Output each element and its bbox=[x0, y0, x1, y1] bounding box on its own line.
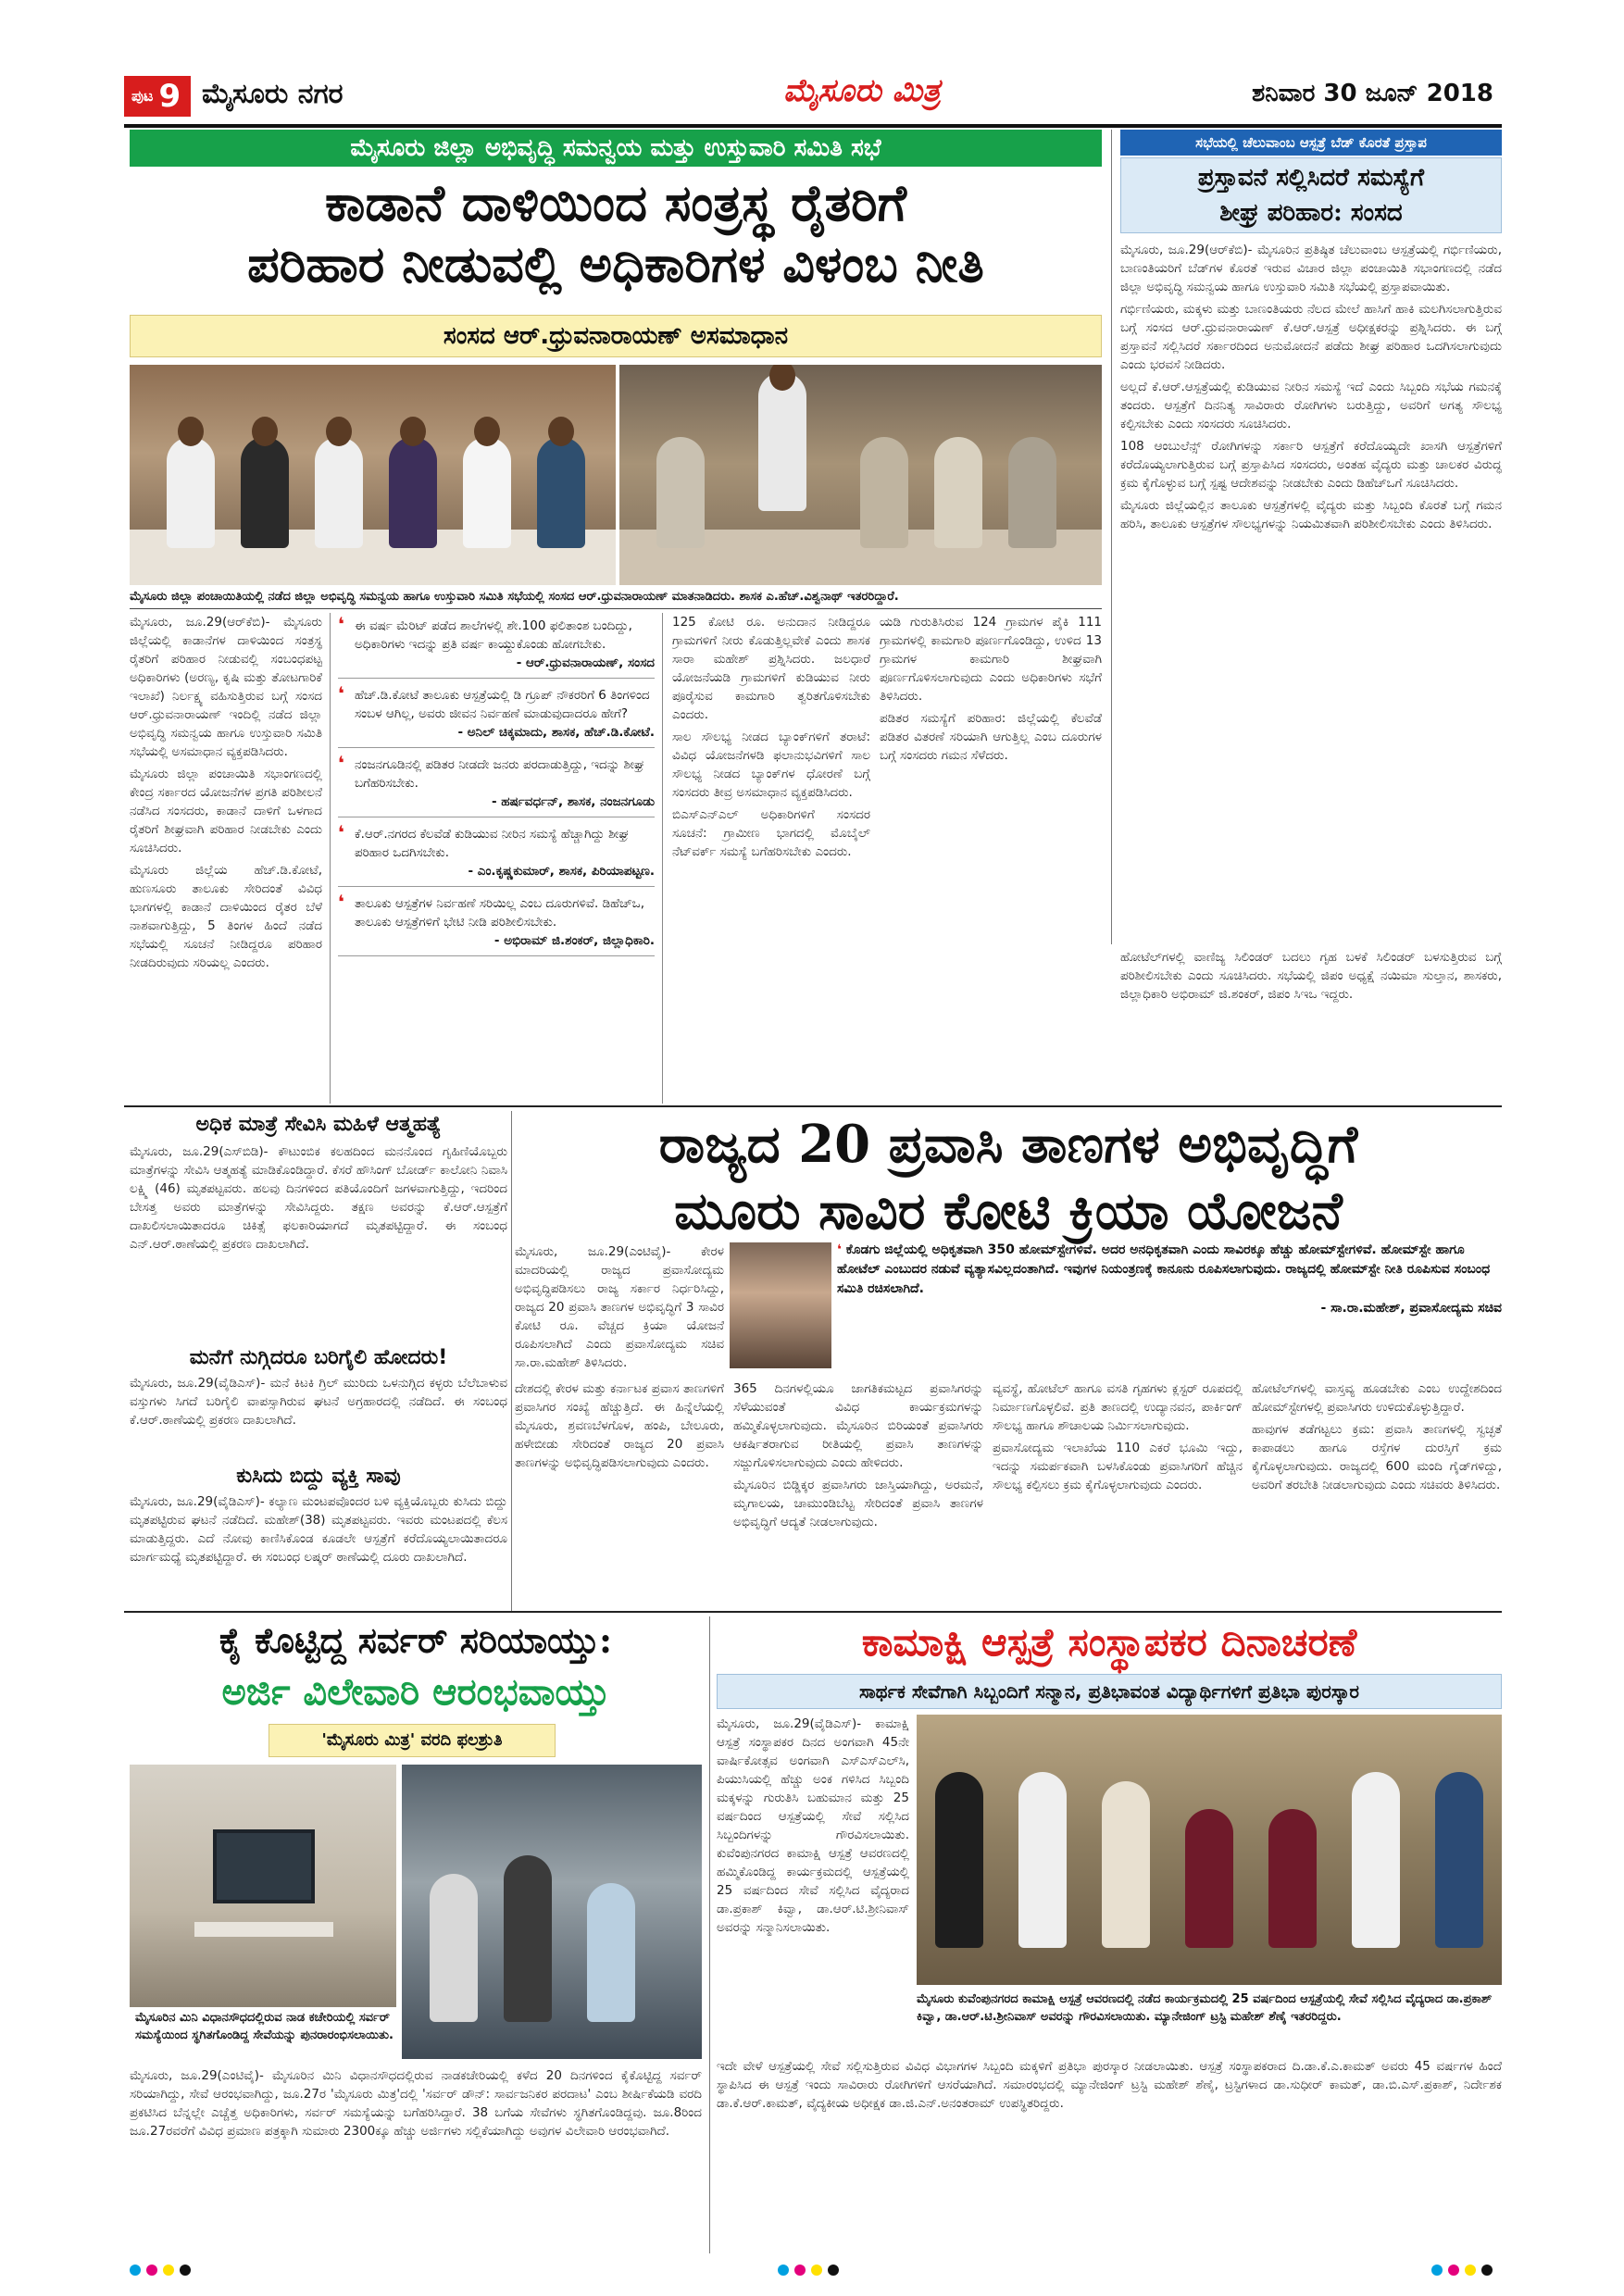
guest-figure bbox=[1352, 1772, 1400, 1948]
house-story-headline: ಮನೆಗೆ ನುಗ್ಗಿದರೂ ಬರಿಗೈಲಿ ಹೋದರು! bbox=[189, 1346, 448, 1369]
lead-continuation-column bbox=[880, 613, 1102, 1104]
house-story-body bbox=[130, 1374, 507, 1459]
monitor-shape bbox=[213, 1829, 315, 1903]
tourism-column-4 bbox=[1252, 1242, 1502, 1609]
right-headline-line-1: ಪ್ರಸ್ತಾವನೆ ಸಲ್ಲಿಸಿದರೆ ಸಮಸ್ಯೆಗೆ bbox=[1197, 164, 1425, 192]
quote-attribution: - ಹರ್ಷವರ್ಧನ್, ಶಾಸಕ, ನಂಜನಗೂಡು bbox=[491, 794, 655, 809]
header-rule bbox=[124, 124, 1502, 128]
official-head bbox=[548, 417, 574, 446]
queue-people-photo bbox=[402, 1765, 702, 2059]
hospital-felicitation-photo bbox=[917, 1715, 1502, 1985]
official-figure bbox=[315, 437, 363, 548]
hospital-story-body bbox=[717, 2057, 1502, 2242]
meeting-photo-dais bbox=[130, 365, 616, 585]
guest-figure bbox=[935, 1772, 983, 1948]
hospital-story-body-left bbox=[717, 1715, 909, 2052]
column-rule bbox=[1111, 130, 1112, 944]
attendee-figure bbox=[656, 437, 705, 548]
tourism-paragraph: ಪ್ರವಾಸೋದ್ಯಮ ಇಲಾಖೆಯ 110 ಎಕರೆ ಭೂಮಿ ಇದ್ದು, ಇದನ್ನು ಸಮರ್ಪಕವಾಗಿ ಬಳಸಿಕೊಂಡು ಪ್ರವಾಸಿಗರಿಗೆ ಹೆಚ್ಚಿನ ಸೌಲಭ್ಯ ಕಲ್ಪಿಸಲು ಕ್ರಮ ಕೈಗೊಳ್ಳಲಾಗುವುದು ಎಂದರು. bbox=[993, 1441, 1243, 1492]
server-story-body bbox=[130, 2066, 702, 2252]
continuation-paragraph: ಯಡಿ ಗುರುತಿಸಿರುವ 124 ಗ್ರಾಮಗಳ ಪೈಕಿ 111 ಗ್ರಾಮಗಳಲ್ಲಿ ಕಾಮಗಾರಿ ಪೂರ್ಣಗೊಂಡಿದ್ದು, ಉಳಿದ 13 ಗ್ರಾಮಗಳ ಕಾಮಗಾರಿ ಶೀಘ್ರವಾಗಿ ಪೂರ್ಣಗೊಳಿಸಲಾಗುವುದು ಎಂದು ಅಧಿಕಾರಿಗಳು ಸಭೆಗೆ ತಿಳಿಸಿದರು. bbox=[880, 615, 1102, 704]
lead-paragraph: ಮೈಸೂರು ಜಿಲ್ಲಾ ಪಂಚಾಯಿತಿ ಸಭಾಂಗಣದಲ್ಲಿ ಕೇಂದ್ರ ಸರ್ಕಾರದ ಯೋಜನೆಗಳ ಪ್ರಗತಿ ಪರಿಶೀಲನೆ ನಡೆಸಿದ ಸಂಸದರು, ಕಾಡಾನೆ ದಾಳಿಗೆ ಒಳಗಾದ ರೈತರಿಗೆ ಶೀಘ್ರವಾಗಿ ಪರಿಹಾರ ನೀಡಬೇಕು ಎಂದು ಸೂಚಿಸಿದರು. bbox=[130, 767, 322, 855]
tourism-headline-line-1: ರಾಜ್ಯದ 20 ಪ್ರವಾಸಿ ತಾಣಗಳ ಅಭಿವೃದ್ಧಿಗೆ bbox=[658, 1114, 1358, 1175]
official-head bbox=[252, 417, 278, 446]
honoree-figure bbox=[1185, 1809, 1233, 1948]
tourism-story-headline bbox=[515, 1111, 1502, 1244]
speaker-figure bbox=[758, 372, 806, 511]
quote-attribution: - ಎಂ.ಕೃಷ್ಣಕುಮಾರ್, ಶಾಸಕ, ಪಿರಿಯಾಪಟ್ಟಣ. bbox=[468, 864, 655, 879]
section-rule bbox=[124, 1105, 1502, 1107]
lead-column-1 bbox=[130, 613, 322, 1104]
quote-item bbox=[338, 617, 655, 679]
official-head bbox=[178, 417, 204, 446]
registration-mark-icon bbox=[1481, 2265, 1493, 2276]
house-paragraph: ಮೈಸೂರು, ಜೂ.29(ವೈಡಿಎಸ್)- ಮನೆ ಕಿಟಕಿ ಗ್ರಿಲ್ ಮುರಿದು ಒಳನುಗ್ಗಿದ ಕಳ್ಳರು ಬೆಲೆಬಾಳುವ ವಸ್ತುಗಳು ಸಿಗದೆ ಬರಿಗೈಲಿ ವಾಪಸ್ಸಾಗಿರುವ ಘಟನೆ ಅಗ್ರಹಾರದಲ್ಲಿ ನಡೆದಿದೆ. ಈ ಸಂಬಂಧ ಕೆ.ಆರ್.ಠಾಣೆಯಲ್ಲಿ ಪ್ರಕರಣ ದಾಖಲಾಗಿದೆ. bbox=[130, 1376, 507, 1428]
tourism-column-1b bbox=[515, 1379, 724, 1609]
quote-item bbox=[338, 825, 655, 887]
tourism-column-2 bbox=[733, 1379, 983, 1609]
lead-headline-line-2: ಪರಿಹಾರ ನೀಡುವಲ್ಲಿ ಅಧಿಕಾರಿಗಳ ವಿಳಂಬ ನೀತಿ bbox=[247, 234, 984, 293]
server-story-tag: 'ಮೈಸೂರು ಮಿತ್ರ' ವರದಿ ಫಲಶ್ರುತಿ bbox=[269, 1724, 556, 1757]
lead-paragraph: ಬಿಎಸ್‌ಎನ್‌ಎಲ್ ಅಧಿಕಾರಿಗಳಿಗೆ ಸಂಸದರ ಸೂಚನೆ: ಗ್ರಾಮೀಣ ಭಾಗದಲ್ಲಿ ಮೊಬೈಲ್ ನೆಟ್‌ವರ್ಕ್ ಸಮಸ್ಯೆ ಬಗೆಹರಿಸಬೇಕು ಎಂದರು. bbox=[672, 807, 870, 859]
lead-paragraph: ಮೈಸೂರು, ಜೂ.29(ಆರ್‌ಕೆಬಿ)- ಮೈಸೂರು ಜಿಲ್ಲೆಯಲ್ಲಿ ಕಾಡಾನೆಗಳ ದಾಳಿಯಿಂದ ಸಂತ್ರಸ್ಥ ರೈತರಿಗೆ ಪರಿಹಾರ ನೀಡುವಲ್ಲಿ ಸಂಬಂಧಪಟ್ಟ ಅಧಿಕಾರಿಗಳು (ಅರಣ್ಯ, ಕೃಷಿ ಮತ್ತು ತೋಟಗಾರಿಕೆ ಇಲಾಖೆ) ನಿರ್ಲಕ್ಷ್ಯ ವಹಿಸುತ್ತಿರುವ ಬಗ್ಗೆ ಸಂಸದ ಆರ್.ಧ್ರುವನಾರಾಯಣ್ ಇಂದಿಲ್ಲಿ ನಡೆದ ಜಿಲ್ಲಾ ಅಭಿವೃದ್ಧಿ ಸಮನ್ವಯ ಹಾಗೂ ಉಸ್ತುವಾರಿ ಸಮಿತಿ ಸಭೆಯಲ್ಲಿ ಅಸಮಾಧಾನ ವ್ಯಕ್ತಪಡಿಸಿದರು. bbox=[130, 615, 322, 759]
blurb-attribution: - ಸಾ.ರಾ.ಮಹೇಶ್, ಪ್ರವಾಸೋದ್ಯಮ ಸಚಿವ bbox=[1320, 1301, 1502, 1316]
lead-subhead: ಸಂಸದ ಆರ್.ಧ್ರುವನಾರಾಯಣ್ ಅಸಮಾಧಾನ bbox=[130, 315, 1102, 357]
official-figure bbox=[463, 437, 511, 548]
lead-kicker: ಮೈಸೂರು ಜಿಲ್ಲಾ ಅಭಿವೃದ್ಧಿ ಸಮನ್ವಯ ಮತ್ತು ಉಸ್ತುವಾರಿ ಸಮಿತಿ ಸಭೆ bbox=[130, 130, 1102, 167]
tourism-paragraph: ಮೈಸೂರು, ಜೂ.29(ಎಂಟಿವೈ)- ಕೇರಳ ಮಾದರಿಯಲ್ಲಿ ರಾಜ್ಯದ ಪ್ರವಾಸೋದ್ಯಮ ಅಭಿವೃದ್ಧಿಪಡಿಸಲು ರಾಜ್ಯ ಸರ್ಕಾರ ನಿರ್ಧರಿಸಿದ್ದು, ರಾಜ್ಯದ 20 ಪ್ರವಾಸಿ ತಾಣಗಳ ಅಭಿವೃದ್ಧಿಗೆ 3 ಸಾವಿರ ಕೋಟಿ ರೂ. ವೆಚ್ಚದ ಕ್ರಿಯಾ ಯೋಜನೆ ರೂಪಿಸಲಾಗಿದೆ ಎಂದು ಪ್ರವಾಸೋದ್ಯಮ ಸಚಿವ ಸಾ.ರಾ.ಮಹೇಶ್ ತಿಳಿಸಿದರು. bbox=[515, 1244, 724, 1370]
lead-column-3 bbox=[672, 613, 870, 1104]
keyboard-shape bbox=[194, 1922, 333, 1937]
quote-text: ಕೆ.ಆರ್.ನಗರದ ಕೆಲವೆಡೆ ಕುಡಿಯುವ ನೀರಿನ ಸಮಸ್ಯೆ ಹೆಚ್ಚಾಗಿದ್ದು ಶೀಘ್ರ ಪರಿಹಾರ ಒದಗಿಸಬೇಕು. bbox=[355, 827, 630, 860]
collapse-story-body bbox=[130, 1492, 507, 1607]
server-paragraph: ಮೈಸೂರು, ಜೂ.29(ಎಂಟಿವೈ)- ಮೈಸೂರಿನ ಮಿನಿ ವಿಧಾನಸೌಧದಲ್ಲಿರುವ ನಾಡಕಚೇರಿಯಲ್ಲಿ ಕಳೆದ 20 ದಿನಗಳಿಂದ ಕೈಕೊಟ್ಟಿದ್ದ ಸರ್ವರ್ ಸರಿಯಾಗಿದ್ದು, ಸೇವೆ ಆರಂಭವಾಗಿದ್ದು, ಜೂ.27ರ 'ಮೈಸೂರು ಮಿತ್ರ'ದಲ್ಲಿ 'ಸರ್ವರ್ ಡೌನ್: ಸಾರ್ವಜನಿಕರ ಪರದಾಟ' ಎಂಬ ಶೀರ್ಷಿಕೆಯಡಿ ವರದಿ ಪ್ರಕಟಿಸಿದ ಬೆನ್ನಲ್ಲೇ ಎಚ್ಚೆತ್ತ ಅಧಿಕಾರಿಗಳು, ಸರ್ವರ್ ಸಮಸ್ಯೆಯನ್ನು ಬಗೆಹರಿಸಿದ್ದಾರೆ. 38 ಬಗೆಯ ಸೇವೆಗಳು ಸ್ಥಗಿತಗೊಂಡಿದ್ದವು. ಜೂ.8ರಿಂದ ಜೂ.27ರವರೆಗೆ ವಿವಿಧ ಪ್ರಮಾಣ ಪತ್ರಕ್ಕಾಗಿ ಸುಮಾರು 2300ಕ್ಕೂ ಹೆಚ್ಚು ಅರ್ಜಿಗಳು ಸಲ್ಲಿಕೆಯಾಗಿದ್ದು ಅವುಗಳ ವಿಲೇವಾರಿ ಆರಂಭವಾಗಿದೆ. bbox=[130, 2068, 702, 2139]
continuation-paragraph: ಹೋಟೆಲ್‌ಗಳಲ್ಲಿ ವಾಣಿಜ್ಯ ಸಿಲಿಂಡರ್ ಬದಲು ಗೃಹ ಬಳಕೆ ಸಿಲಿಂಡರ್ ಬಳಸುತ್ತಿರುವ ಬಗ್ಗೆ ಪರಿಶೀಲಿಸಬೇಕು ಎಂದು ಸೂಚಿಸಿದರು. ಸಭೆಯಲ್ಲಿ ಜಿಪಂ ಅಧ್ಯಕ್ಷೆ ನಯಿಮಾ ಸುಲ್ತಾನ, ಶಾಸಕರು, ಜಿಲ್ಲಾಧಿಕಾರಿ ಅಭಿರಾಮ್ ಜಿ.ಶಂಕರ್, ಜಿಪಂ ಸಿಇಒ ಇದ್ದರು. bbox=[1120, 950, 1502, 1002]
right-story-kicker: ಸಭೆಯಲ್ಲಿ ಚೆಲುವಾಂಬ ಆಸ್ಪತ್ರೆ ಬೆಡ್ ಕೊರತೆ ಪ್ರಸ್ತಾಪ bbox=[1120, 130, 1502, 156]
suicide-story-body bbox=[130, 1142, 507, 1339]
guest-figure bbox=[1018, 1772, 1067, 1948]
masthead-logo: ಮೈಸೂರು ಮಿತ್ರ bbox=[783, 72, 941, 109]
quotes-box bbox=[330, 613, 663, 1104]
hospital-story-subhead: ಸಾರ್ಥಕ ಸೇವೆಗಾಗಿ ಸಿಬ್ಬಂದಿಗೆ ಸನ್ಮಾನ, ಪ್ರತಿಭಾವಂತ ವಿದ್ಯಾರ್ಥಿಗಳಿಗೆ ಪ್ರತಿಭಾ ಪುರಸ್ಕಾರ bbox=[717, 1674, 1502, 1709]
page-number: 9 bbox=[158, 78, 181, 115]
section-rule bbox=[124, 1611, 1502, 1613]
right-paragraph: ಅಲ್ಲದೆ ಕೆ.ಆರ್.ಆಸ್ಪತ್ರೆಯಲ್ಲಿ ಕುಡಿಯುವ ನೀರಿನ ಸಮಸ್ಯೆ ಇದೆ ಎಂದು ಸಿಬ್ಬಂದಿ ಸಭೆಯ ಗಮನಕ್ಕೆ ತಂದರು. ಆಸ್ಪತ್ರೆಗೆ ದಿನನಿತ್ಯ ಸಾವಿರಾರು ರೋಗಿಗಳು ಬರುತ್ತಿದ್ದು, ಅವರಿಗೆ ಅಗತ್ಯ ಸೌಲಭ್ಯ ಕಲ್ಪಿಸಬೇಕು ಎಂದು ಸಂಸದರು ಸೂಚಿಸಿದರು. bbox=[1120, 380, 1502, 431]
server-story-headline-2: ಅರ್ಜಿ ವಿಲೇವಾರಿ ಆರಂಭವಾಯ್ತು bbox=[221, 1670, 610, 1714]
registration-mark-icon bbox=[180, 2265, 191, 2276]
registration-mark-icon bbox=[794, 2265, 806, 2276]
suicide-paragraph: ಮೈಸೂರು, ಜೂ.29(ಎಸ್‌ಬಿಡಿ)- ಕೌಟುಂಬಿಕ ಕಲಹದಿಂದ ಮನನೊಂದ ಗೃಹಿಣಿಯೊಬ್ಬರು ಮಾತ್ರೆಗಳನ್ನು ಸೇವಿಸಿ ಆತ್ಮಹತ್ಯೆ ಮಾಡಿಕೊಂಡಿದ್ದಾರೆ. ಕೆಸರೆ ಹೌಸಿಂಗ್ ಬೋರ್ಡ್ ಕಾಲೋನಿ ನಿವಾಸಿ ಲಕ್ಷ್ಮಿ (46) ಮೃತಪಟ್ಟವರು. ಹಲವು ದಿನಗಳಿಂದ ಪತಿಯೊಂದಿಗೆ ಜಗಳವಾಗುತ್ತಿದ್ದು, ಇದರಿಂದ ಬೇಸತ್ತ ಅವರು ಮಾತ್ರೆಗಳನ್ನು ಸೇವಿಸಿದ್ದರು. ತಕ್ಷಣ ಅವರನ್ನು ಕೆ.ಆರ್.ಆಸ್ಪತ್ರೆಗೆ ದಾಖಲಿಸಲಾಯಿತಾದರೂ ಚಿಕಿತ್ಸೆ ಫಲಕಾರಿಯಾಗದೆ ಮೃತಪಟ್ಟಿದ್ದಾರೆ. ಈ ಸಂಬಂಧ ಎನ್.ಆರ್.ಠಾಣೆಯಲ್ಲಿ ಪ್ರಕರಣ ದಾಖಲಾಗಿದೆ. bbox=[130, 1144, 507, 1252]
right-paragraph: ಮೈಸೂರು ಜಿಲ್ಲೆಯಲ್ಲಿನ ತಾಲೂಕು ಆಸ್ಪತ್ರೆಗಳಲ್ಲಿ ವೈದ್ಯರು ಮತ್ತು ಸಿಬ್ಬಂದಿ ಕೊರತೆ ಬಗ್ಗೆ ಗಮನ ಹರಿಸಿ, ತಾಲೂಕು ಆಸ್ಪತ್ರೆಗಳ ಸೌಲಭ್ಯಗಳನ್ನು ನಿಯಮಿತವಾಗಿ ಪರಿಶೀಲಿಸಬೇಕು ಎಂದು ತಿಳಿಸಿದರು. bbox=[1120, 498, 1502, 531]
hospital-paragraph: ಇದೇ ವೇಳೆ ಆಸ್ಪತ್ರೆಯಲ್ಲಿ ಸೇವೆ ಸಲ್ಲಿಸುತ್ತಿರುವ ವಿವಿಧ ವಿಭಾಗಗಳ ಸಿಬ್ಬಂದಿ ಮಕ್ಕಳಿಗೆ ಪ್ರತಿಭಾ ಪುರಸ್ಕಾರ ನೀಡಲಾಯಿತು. ಆಸ್ಪತ್ರೆ ಸಂಸ್ಥಾಪಕರಾದ ದಿ.ಡಾ.ಕೆ.ಎ.ಕಾಮತ್ ಅವರು 45 ವರ್ಷಗಳ ಹಿಂದೆ ಸ್ಥಾಪಿಸಿದ ಈ ಆಸ್ಪತ್ರೆ ಇಂದು ಸಾವಿರಾರು ರೋಗಿಗಳಿಗೆ ಆಸರೆಯಾಗಿದೆ. ಸಮಾರಂಭದಲ್ಲಿ ಮ್ಯಾನೇಜಿಂಗ್ ಟ್ರಸ್ಟಿ ಮಹೇಶ್ ಶೆಣೈ, ಟ್ರಸ್ಟಿಗಳಾದ ಡಾ.ಸುಧೀರ್ ಕಾಮತ್, ಡಾ.ಬಿ.ಎಸ್.ಪ್ರಕಾಶ್, ನಿರ್ದೇಶಕ ಡಾ.ಕೆ.ಆರ್.ಕಾಮತ್, ವೈದ್ಯಕೀಯ ಅಧೀಕ್ಷಕ ಡಾ.ಜಿ.ಎನ್.ಅನಂತರಾಮ್ ಉಪಸ್ಥಿತರಿದ್ದರು. bbox=[717, 2059, 1502, 2111]
quote-text: ಹೆಚ್.ಡಿ.ಕೋಟೆ ತಾಲೂಕು ಆಸ್ಪತ್ರೆಯಲ್ಲಿ ಡಿ ಗ್ರೂಪ್ ನೌಕರರಿಗೆ 6 ತಿಂಗಳಿಂದ ಸಂಬಳ ಆಗಿಲ್ಲ, ಅವರು ಜೀವನ ನಿರ್ವಹಣೆ ಮಾಡುವುದಾದರೂ ಹೇಗೆ? bbox=[355, 688, 650, 721]
tourism-paragraph: ದೇಶದಲ್ಲಿ ಕೇರಳ ಮತ್ತು ಕರ್ನಾಟಕ ಪ್ರವಾಸ ತಾಣಗಳಿಗೆ ಪ್ರವಾಸಿಗರ ಸಂಖ್ಯೆ ಹೆಚ್ಚುತ್ತಿದೆ. ಈ ಹಿನ್ನೆಲೆಯಲ್ಲಿ ಮೈಸೂರು, ಶ್ರವಣಬೆಳಗೊಳ, ಹಂಪಿ, ಬೇಲೂರು, ಹಳೇಬೀಡು ಸೇರಿದಂತೆ ರಾಜ್ಯದ 20 ಪ್ರವಾಸಿ ತಾಣಗಳನ್ನು ಅಭಿವೃದ್ಧಿಪಡಿಸಲಾಗುವುದು ಎಂದರು. bbox=[515, 1381, 724, 1470]
registration-mark-icon bbox=[778, 2265, 789, 2276]
honoree-figure bbox=[1268, 1809, 1317, 1948]
column-rule bbox=[709, 1616, 710, 2253]
hospital-photo-caption: ಮೈಸೂರು ಕುವೆಂಪುನಗರದ ಕಾಮಾಕ್ಷಿ ಆಸ್ಪತ್ರೆ ಆವರಣದಲ್ಲಿ ನಡೆದ ಕಾರ್ಯಕ್ರಮದಲ್ಲಿ 25 ವರ್ಷದಿಂದ ಆಸ್ಪತ್ರೆಯಲ್ಲಿ ಸೇವೆ ಸಲ್ಲಿಸಿದ ವೈದ್ಯರಾದ ಡಾ.ಪ್ರಕಾಶ್ ಕಿವ್ವಾ, ಡಾ.ಆರ್.ಟಿ.ಶ್ರೀನಿವಾಸ್ ಅವರನ್ನು ಗೌರವಿಸಲಾಯಿತು. ಮ್ಯಾನೇಜಿಂಗ್ ಟ್ರಸ್ಟಿ ಮಹೇಶ್ ಶೆಣೈ ಇತರರಿದ್ದರು. bbox=[917, 1992, 1493, 2024]
attendee-figure bbox=[934, 437, 982, 548]
guest-figure bbox=[1435, 1772, 1483, 1948]
lead-headline-line-1: ಕಾಡಾನೆ ದಾಳಿಯಿಂದ ಸಂತ್ರಸ್ಥ ರೈತರಿಗೆ bbox=[324, 173, 907, 232]
official-figure bbox=[167, 437, 215, 548]
blurb-bullet-icon: ❛ bbox=[837, 1242, 846, 1257]
person-figure bbox=[504, 1855, 552, 2022]
continuation-paragraph: ಪಡಿತರ ಸಮಸ್ಯೆಗೆ ಪರಿಹಾರ: ಜಿಲ್ಲೆಯಲ್ಲಿ ಕೆಲವೆಡೆ ಪಡಿತರ ವಿತರಣೆ ಸರಿಯಾಗಿ ಆಗುತ್ತಿಲ್ಲ ಎಂಬ ದೂರುಗಳ ಬಗ್ಗೆ ಸಂಸದರು ಗಮನ ಸೆಳೆದರು. bbox=[880, 711, 1102, 763]
tourism-headline-line-2: ಮೂರು ಸಾವಿರ ಕೋಟಿ ಕ್ರಿಯಾ ಯೋಜನೆ bbox=[674, 1180, 1343, 1242]
lead-paragraph: ಸಾಲ ಸೌಲಭ್ಯ ನೀಡದ ಬ್ಯಾಂಕ್‌ಗಳಿಗೆ ತರಾಟೆ: ವಿವಿಧ ಯೋಜನೆಗಳಡಿ ಫಲಾನುಭವಿಗಳಿಗೆ ಸಾಲ ಸೌಲಭ್ಯ ನೀಡದ ಬ್ಯಾಂಕ್‌ಗಳ ಧೋರಣೆ ಬಗ್ಗೆ ಸಂಸದರು ತೀವ್ರ ಅಸಮಾಧಾನ ವ್ಯಕ್ತಪಡಿಸಿದರು. bbox=[672, 730, 870, 800]
lead-photo-caption: ಮೈಸೂರು ಜಿಲ್ಲಾ ಪಂಚಾಯಿತಿಯಲ್ಲಿ ನಡೆದ ಜಿಲ್ಲಾ ಅಭಿವೃದ್ಧಿ ಸಮನ್ವಯ ಹಾಗೂ ಉಸ್ತುವಾರಿ ಸಮಿತಿ ಸಭೆಯಲ್ಲಿ ಸಂಸದ ಆರ್.ಧ್ರುವನಾರಾಯಣ್ ಮಾತನಾಡಿದರು. ಶಾಸಕ ಎ.ಹೆಚ್.ವಿಶ್ವನಾಥ್ ಇತರರಿದ್ದಾರೆ. bbox=[130, 587, 1102, 609]
quote-item bbox=[338, 755, 655, 817]
hospital-paragraph: ಮೈಸೂರು, ಜೂ.29(ವೈಡಿಎಸ್)- ಕಾಮಾಕ್ಷಿ ಆಸ್ಪತ್ರೆ ಸಂಸ್ಥಾಪಕರ ದಿನದ ಅಂಗವಾಗಿ 45ನೇ ವಾರ್ಷಿಕೋತ್ಸವ ಅಂಗವಾಗಿ ಎಸ್‌ಎಸ್‌ಎಲ್‌ಸಿ, ಪಿಯುಸಿಯಲ್ಲಿ ಹೆಚ್ಚು ಅಂಕ ಗಳಿಸಿದ ಸಿಬ್ಬಂದಿ ಮಕ್ಕಳನ್ನು ಗುರುತಿಸಿ ಬಹುಮಾನ ಮತ್ತು 25 ವರ್ಷದಿಂದ ಆಸ್ಪತ್ರೆಯಲ್ಲಿ ಸೇವೆ ಸಲ್ಲಿಸಿದ ಸಿಬ್ಬಂದಿಗಳನ್ನು ಗೌರವಿಸಲಾಯಿತು. ಕುವೆಂಪುನಗರದ ಕಾಮಾಕ್ಷಿ ಆಸ್ಪತ್ರೆ ಆವರಣದಲ್ಲಿ ಹಮ್ಮಿಕೊಂಡಿದ್ದ ಕಾರ್ಯಕ್ರಮದಲ್ಲಿ ಆಸ್ಪತ್ರೆಯಲ್ಲಿ 25 ವರ್ಷದಿಂದ ಸೇವೆ ಸಲ್ಲಿಸಿದ ವೈದ್ಯರಾದ ಡಾ.ಪ್ರಕಾಶ್ ಕಿವ್ವಾ, ಡಾ.ಆರ್.ಟಿ.ಶ್ರೀನಿವಾಸ್ ಅವರನ್ನು ಸನ್ಮಾನಿಸಲಾಯಿತು. bbox=[717, 1716, 909, 1935]
registration-mark-icon bbox=[1448, 2265, 1459, 2276]
server-photo-caption: ಮೈಸೂರಿನ ಮಿನಿ ವಿಧಾನಸೌಧದಲ್ಲಿರುವ ನಾಡ ಕಚೇರಿಯಲ್ಲಿ ಸರ್ವರ್ ಸಮಸ್ಯೆಯಿಂದ ಸ್ಥಗಿತಗೊಂಡಿದ್ದ ಸೇವೆಯನ್ನು ಪುನರಾರಂಭಿಸಲಾಯಿತು. bbox=[135, 2011, 394, 2042]
official-head bbox=[326, 417, 352, 446]
official-figure bbox=[537, 437, 585, 548]
tourism-column-3 bbox=[993, 1379, 1243, 1609]
right-paragraph: ಗರ್ಭಿಣಿಯರು, ಮಕ್ಕಳು ಮತ್ತು ಬಾಣಂತಿಯರು ನೆಲದ ಮೇಲೆ ಹಾಸಿಗೆ ಹಾಕಿ ಮಲಗಿಸಲಾಗುತ್ತಿರುವ ಬಗ್ಗೆ ಸಂಸದ ಆರ್.ಧ್ರುವನಾರಾಯಣ್ ಕೆ.ಆರ್.ಆಸ್ಪತ್ರೆ ಅಧೀಕ್ಷಕರನ್ನು ಪ್ರಶ್ನಿಸಿದರು. ಈ ಬಗ್ಗೆ ಪ್ರಸ್ತಾವನೆ ಸಲ್ಲಿಸಿದರೆ ಸರ್ಕಾರದಿಂದ ಅನುಮೋದನೆ ಪಡೆದು ಶೀಘ್ರ ಪರಿಹಾರ ಒದಗಿಸಲಾಗುವುದು ಎಂದು ಭರವಸೆ ನೀಡಿದರು. bbox=[1120, 302, 1502, 372]
page-word: ಪುಟ bbox=[131, 87, 154, 105]
registration-mark-icon bbox=[146, 2265, 157, 2276]
registration-mark-icon bbox=[163, 2265, 174, 2276]
registration-mark-icon bbox=[811, 2265, 822, 2276]
quote-text: ಈ ವರ್ಷ ಮೆರಿಟ್ ಪಡೆದ ಶಾಲೆಗಳಲ್ಲಿ ಶೇ.100 ಫಲಿತಾಂಶ ಬಂದಿದ್ದು, ಅಧಿಕಾರಿಗಳು ಇದನ್ನು ಪ್ರತಿ ವರ್ಷ ಕಾಯ್ದುಕೊಂಡು ಹೋಗಬೇಕು. bbox=[355, 618, 632, 652]
person-figure bbox=[430, 1874, 478, 2022]
attendee-figure bbox=[860, 437, 908, 548]
tourism-paragraph: ಹಾವುಗಳ ತಡೆಗಟ್ಟಲು ಕ್ರಮ: ಪ್ರವಾಸಿ ತಾಣಗಳಲ್ಲಿ ಸ್ವಚ್ಛತೆ ಕಾಪಾಡಲು ಹಾಗೂ ರಸ್ತೆಗಳ ದುರಸ್ತಿಗೆ ಕ್ರಮ ಕೈಗೊಳ್ಳಲಾಗುವುದು. ರಾಜ್ಯದಲ್ಲಿ 600 ಮಂದಿ ಗೈಡ್‌ಗಳಿದ್ದು, ಅವರಿಗೆ ತರಬೇತಿ ನೀಡಲಾಗುವುದು ಎಂದು ಸಚಿವರು ತಿಳಿಸಿದರು. bbox=[1252, 1422, 1502, 1492]
registration-mark-icon bbox=[130, 2265, 141, 2276]
lead-paragraph: 125 ಕೋಟಿ ರೂ. ಅನುದಾನ ನೀಡಿದ್ದರೂ ಗ್ರಾಮಗಳಿಗೆ ನೀರು ಕೊಡುತ್ತಿಲ್ಲವೇಕೆ ಎಂದು ಶಾಸಕ ಸಾರಾ ಮಹೇಶ್ ಪ್ರಶ್ನಿಸಿದರು. ಜಲಧಾರೆ ಯೋಜನೆಯಡಿ ಗ್ರಾಮಗಳಿಗೆ ಕುಡಿಯುವ ನೀರು ಪೂರೈಸುವ ಕಾಮಗಾರಿ ತ್ವರಿತಗೊಳಿಸಬೇಕು ಎಂದರು. bbox=[672, 615, 870, 722]
quote-attribution: - ಆರ್.ಧ್ರುವನಾರಾಯಣ್, ಸಂಸದ bbox=[516, 655, 655, 670]
quote-text: ನಂಜನಗೂಡಿನಲ್ಲಿ ಪಡಿತರ ನೀಡದೇ ಜನರು ಪರದಾಡುತ್ತಿದ್ದು, ಇದನ್ನು ಶೀಘ್ರ ಬಗೆಹರಿಸಬೇಕು. bbox=[355, 757, 644, 791]
section-name: ಮೈಸೂರು ನಗರ bbox=[202, 78, 344, 110]
official-head bbox=[474, 417, 500, 446]
guest-figure bbox=[1102, 1781, 1150, 1948]
quote-attribution: - ಅಭಿರಾಮ್ ಜಿ.ಶಂಕರ್, ಜಿಲ್ಲಾಧಿಕಾರಿ. bbox=[493, 933, 655, 948]
quote-text: ತಾಲೂಕು ಆಸ್ಪತ್ರೆಗಳ ನಿರ್ವಹಣೆ ಸರಿಯಿಲ್ಲ ಎಂಬ ದೂರುಗಳಿವೆ. ಡಿಹೆಚ್‌ಒ, ತಾಲೂಕು ಆಸ್ಪತ್ರೆಗಳಿಗೆ ಭೇಟಿ ನೀಡಿ ಪರಿಶೀಲಿಸಬೇಕು. bbox=[355, 896, 644, 930]
official-head bbox=[400, 417, 426, 446]
registration-mark-icon bbox=[828, 2265, 839, 2276]
registration-mark-icon bbox=[1465, 2265, 1476, 2276]
official-figure bbox=[389, 437, 437, 548]
suicide-story-headline: ಅಧಿಕ ಮಾತ್ರೆ ಸೇವಿಸಿ ಮಹಿಳೆ ಆತ್ಮಹತ್ಯೆ bbox=[195, 1113, 442, 1136]
lead-headline bbox=[130, 172, 1102, 294]
collapse-paragraph: ಮೈಸೂರು, ಜೂ.29(ವೈಡಿಎಸ್)- ಕಲ್ಯಾಣ ಮಂಟಪವೊಂದರ ಬಳಿ ವ್ಯಕ್ತಿಯೊಬ್ಬರು ಕುಸಿದು ಬಿದ್ದು ಮೃತಪಟ್ಟಿರುವ ಘಟನೆ ನಡೆದಿದೆ. ಮಹೇಶ್(38) ಮೃತಪಟ್ಟವರು. ಇವರು ಮಂಟಪದಲ್ಲಿ ಕೆಲಸ ಮಾಡುತ್ತಿದ್ದರು. ಎದೆ ನೋವು ಕಾಣಿಸಿಕೊಂಡ ಕೂಡಲೇ ಆಸ್ಪತ್ರೆಗೆ ಕರೆದೊಯ್ಯಲಾಯಿತಾದರೂ ಮಾರ್ಗಮಧ್ಯೆ ಮೃತಪಟ್ಟಿದ್ದಾರೆ. ಈ ಸಂಬಂಧ ಲಷ್ಕರ್ ಠಾಣೆಯಲ್ಲಿ ದೂರು ದಾಖಲಾಗಿದೆ. bbox=[130, 1494, 507, 1565]
tourism-paragraph: ಹೋಟೆಲ್‌ಗಳಲ್ಲಿ ವಾಸ್ತವ್ಯ ಹೂಡಬೇಕು ಎಂಬ ಉದ್ದೇಶದಿಂದ ಹೋಮ್‌ಸ್ಟೇಗಳಲ್ಲಿ ಪ್ರವಾಸಿಗರು ಉಳಿದುಕೊಳ್ಳುತ್ತಿದ್ದಾರೆ. bbox=[1252, 1381, 1502, 1415]
official-figure bbox=[241, 437, 289, 548]
right-paragraph: ಮೈಸೂರು, ಜೂ.29(ಆರ್‌ಕೆಬಿ)- ಮೈಸೂರಿನ ಪ್ರತಿಷ್ಠಿತ ಚೆಲುವಾಂಬ ಆಸ್ಪತ್ರೆಯಲ್ಲಿ ಗರ್ಭಿಣಿಯರು, ಬಾಣಂತಿಯರಿಗೆ ಬೆಡ್‌ಗಳ ಕೊರತೆ ಇರುವ ವಿಚಾರ ಜಿಲ್ಲಾ ಪಂಚಾಯಿತಿ ಸಭಾಂಗಣದಲ್ಲಿ ನಡೆದ ಜಿಲ್ಲಾ ಅಭಿವೃದ್ಧಿ ಸಮನ್ವಯ ಹಾಗೂ ಉಸ್ತುವಾರಿ ಸಮಿತಿ ಸಭೆಯಲ್ಲಿ ಪ್ರಸ್ತಾಪವಾಯಿತು. bbox=[1120, 243, 1502, 294]
quote-item bbox=[338, 894, 655, 956]
right-story-headline bbox=[1120, 157, 1502, 233]
right-headline-line-2: ಶೀಘ್ರ ಪರಿಹಾರ: ಸಂಸದ bbox=[1219, 199, 1403, 227]
attendee-figure bbox=[1008, 437, 1056, 548]
lead-paragraph: ಮೈಸೂರು ಜಿಲ್ಲೆಯ ಹೆಚ್.ಡಿ.ಕೋಟೆ, ಹುಣಸೂರು ತಾಲೂಕು ಸೇರಿದಂತೆ ವಿವಿಧ ಭಾಗಗಳಲ್ಲಿ ಕಾಡಾನೆ ದಾಳಿಯಿಂದ ರೈತರ ಬೆಳೆ ನಾಶವಾಗುತ್ತಿದ್ದು, 5 ತಿಂಗಳ ಹಿಂದೆ ನಡೆದ ಸಭೆಯಲ್ಲಿ ಸೂಚನೆ ನೀಡಿದ್ದರೂ ಪರಿಹಾರ ನೀಡದಿರುವುದು ಸರಿಯಲ್ಲ ಎಂದರು. bbox=[130, 863, 322, 970]
minister-portrait-photo bbox=[730, 1242, 831, 1368]
tourism-column-1 bbox=[515, 1242, 724, 1372]
tourism-paragraph: ವ್ಯವಸ್ಥೆ, ಹೋಟೆಲ್ ಹಾಗೂ ವಸತಿ ಗೃಹಗಳು ಕ್ಲಸ್ಟರ್ ರೂಪದಲ್ಲಿ ನಿರ್ಮಾಣಗೊಳ್ಳಲಿವೆ. ಪ್ರತಿ ತಾಣದಲ್ಲಿ ಉದ್ಯಾನವನ, ಪಾರ್ಕಿಂಗ್ ಸೌಲಭ್ಯ ಹಾಗೂ ಶೌಚಾಲಯ ನಿರ್ಮಿಸಲಾಗುವುದು. bbox=[993, 1381, 1243, 1433]
meeting-photo-hall bbox=[619, 365, 1102, 585]
collapse-story-headline: ಕುಸಿದು ಬಿದ್ದು ವ್ಯಕ್ತಿ ಸಾವು bbox=[236, 1465, 401, 1488]
right-continuation-column bbox=[1120, 948, 1502, 1104]
blurb-text: ಕೊಡಗು ಜಿಲ್ಲೆಯಲ್ಲಿ ಅಧಿಕೃತವಾಗಿ 350 ಹೋಮ್‌ಸ್ಟೇಗಳಿವೆ. ಅದರ ಅನಧಿಕೃತವಾಗಿ ಎಂದು ಸಾವಿರಕ್ಕೂ ಹೆಚ್ಚು ಹೋಮ್‌ಸ್ಟೇಗಳಿವೆ. ಹೋಮ್‌ಸ್ಟೇ ಹಾಗೂ ಹೋಟೆಲ್ ಎಂಬುದರ ನಡುವೆ ವ್ಯತ್ಯಾಸವಿಲ್ಲದಂತಾಗಿದೆ. ಇವುಗಳ ನಿಯಂತ್ರಣಕ್ಕೆ ಕಾನೂನು ರೂಪಿಸಲಾಗುವುದು. ರಾಜ್ಯದಲ್ಲಿ ಹೋಮ್‌ಸ್ಟೇ ನೀತಿ ರೂಪಿಸುವ ಸಂಬಂಧ ಸಮಿತಿ ರಚಿಸಲಾಗಿದೆ. bbox=[837, 1242, 1491, 1296]
right-story-body bbox=[1120, 241, 1502, 939]
server-story-headline: ಕೈ ಕೊಟ್ಟಿದ್ದ ಸರ್ವರ್ ಸರಿಯಾಯ್ತು: bbox=[219, 1619, 613, 1661]
tourism-paragraph: ಮೈಸೂರಿನ ಬಿಡ್ಡಿಕ್ಕರ ಪ್ರವಾಸಿಗರು ಜಾಸ್ತಿಯಾಗಿದ್ದು, ಅರಮನೆ, ಮೃಗಾಲಯ, ಚಾಮುಂಡಿಬೆಟ್ಟ ಸೇರಿದಂತೆ ಪ್ರವಾಸಿ ತಾಣಗಳ ಅಭಿವೃದ್ಧಿಗೆ ಆದ್ಯತೆ ನೀಡಲಾಗುವುದು. bbox=[733, 1478, 983, 1529]
quote-item bbox=[338, 686, 655, 748]
page-number-box bbox=[124, 76, 191, 117]
tourism-paragraph: 365 ದಿನಗಳಲ್ಲಿಯೂ ಜಾಗತಿಕಮಟ್ಟದ ಪ್ರವಾಸಿಗರನ್ನು ಸೆಳೆಯುವಂತೆ ವಿವಿಧ ಕಾರ್ಯಕ್ರಮಗಳನ್ನು ಹಮ್ಮಿಕೊಳ್ಳಲಾಗುವುದು. ಮೈಸೂರಿನ ಬಿರಿಯಂತೆ ಪ್ರವಾಸಿಗರು ಆಕರ್ಷಿತರಾಗುವ ರೀತಿಯಲ್ಲಿ ಪ್ರವಾಸಿ ತಾಣಗಳನ್ನು ಸಜ್ಜುಗೊಳಿಸಲಾಗುವುದು ಎಂದು ಹೇಳಿದರು. bbox=[733, 1381, 983, 1470]
issue-date: ಶನಿವಾರ 30 ಜೂನ್ 2018 bbox=[1252, 80, 1493, 107]
person-figure bbox=[587, 1883, 635, 2022]
right-paragraph: 108 ಆಂಬುಲೆನ್ಸ್ ರೋಗಿಗಳನ್ನು ಸರ್ಕಾರಿ ಆಸ್ಪತ್ರೆಗೆ ಕರೆದೊಯ್ಯದೇ ಖಾಸಗಿ ಆಸ್ಪತ್ರೆಗಳಿಗೆ ಕರೆದೊಯ್ಯಲಾಗುತ್ತಿರುವ ಬಗ್ಗೆ ಪ್ರಸ್ತಾಪಿಸಿದ ಸಂಸದರು, ಅಂತಹ ವೈದ್ಯರು ಮತ್ತು ಚಾಲಕರ ವಿರುದ್ಧ ಕ್ರಮ ಕೈಗೊಳ್ಳುವ ಬಗ್ಗೆ ಸ್ಪಷ್ಟ ಆದೇಶವನ್ನು ನೀಡಬೇಕು ಎಂದು ಡಿಹೆಚ್‌ಒಗೆ ಸೂಚಿಸಿದರು. bbox=[1120, 439, 1502, 491]
hospital-story-headline: ಕಾಮಾಕ್ಷಿ ಆಸ್ಪತ್ರೆ ಸಂಸ್ಥಾಪಕರ ದಿನಾಚರಣೆ bbox=[861, 1619, 1357, 1665]
quote-attribution: - ಅನಿಲ್ ಚಿಕ್ಕಮಾದು, ಶಾಸಕ, ಹೆಚ್.ಡಿ.ಕೋಟೆ. bbox=[457, 725, 655, 740]
registration-mark-icon bbox=[1431, 2265, 1443, 2276]
office-computer-photo bbox=[130, 1765, 396, 2007]
column-rule bbox=[511, 1111, 512, 1611]
